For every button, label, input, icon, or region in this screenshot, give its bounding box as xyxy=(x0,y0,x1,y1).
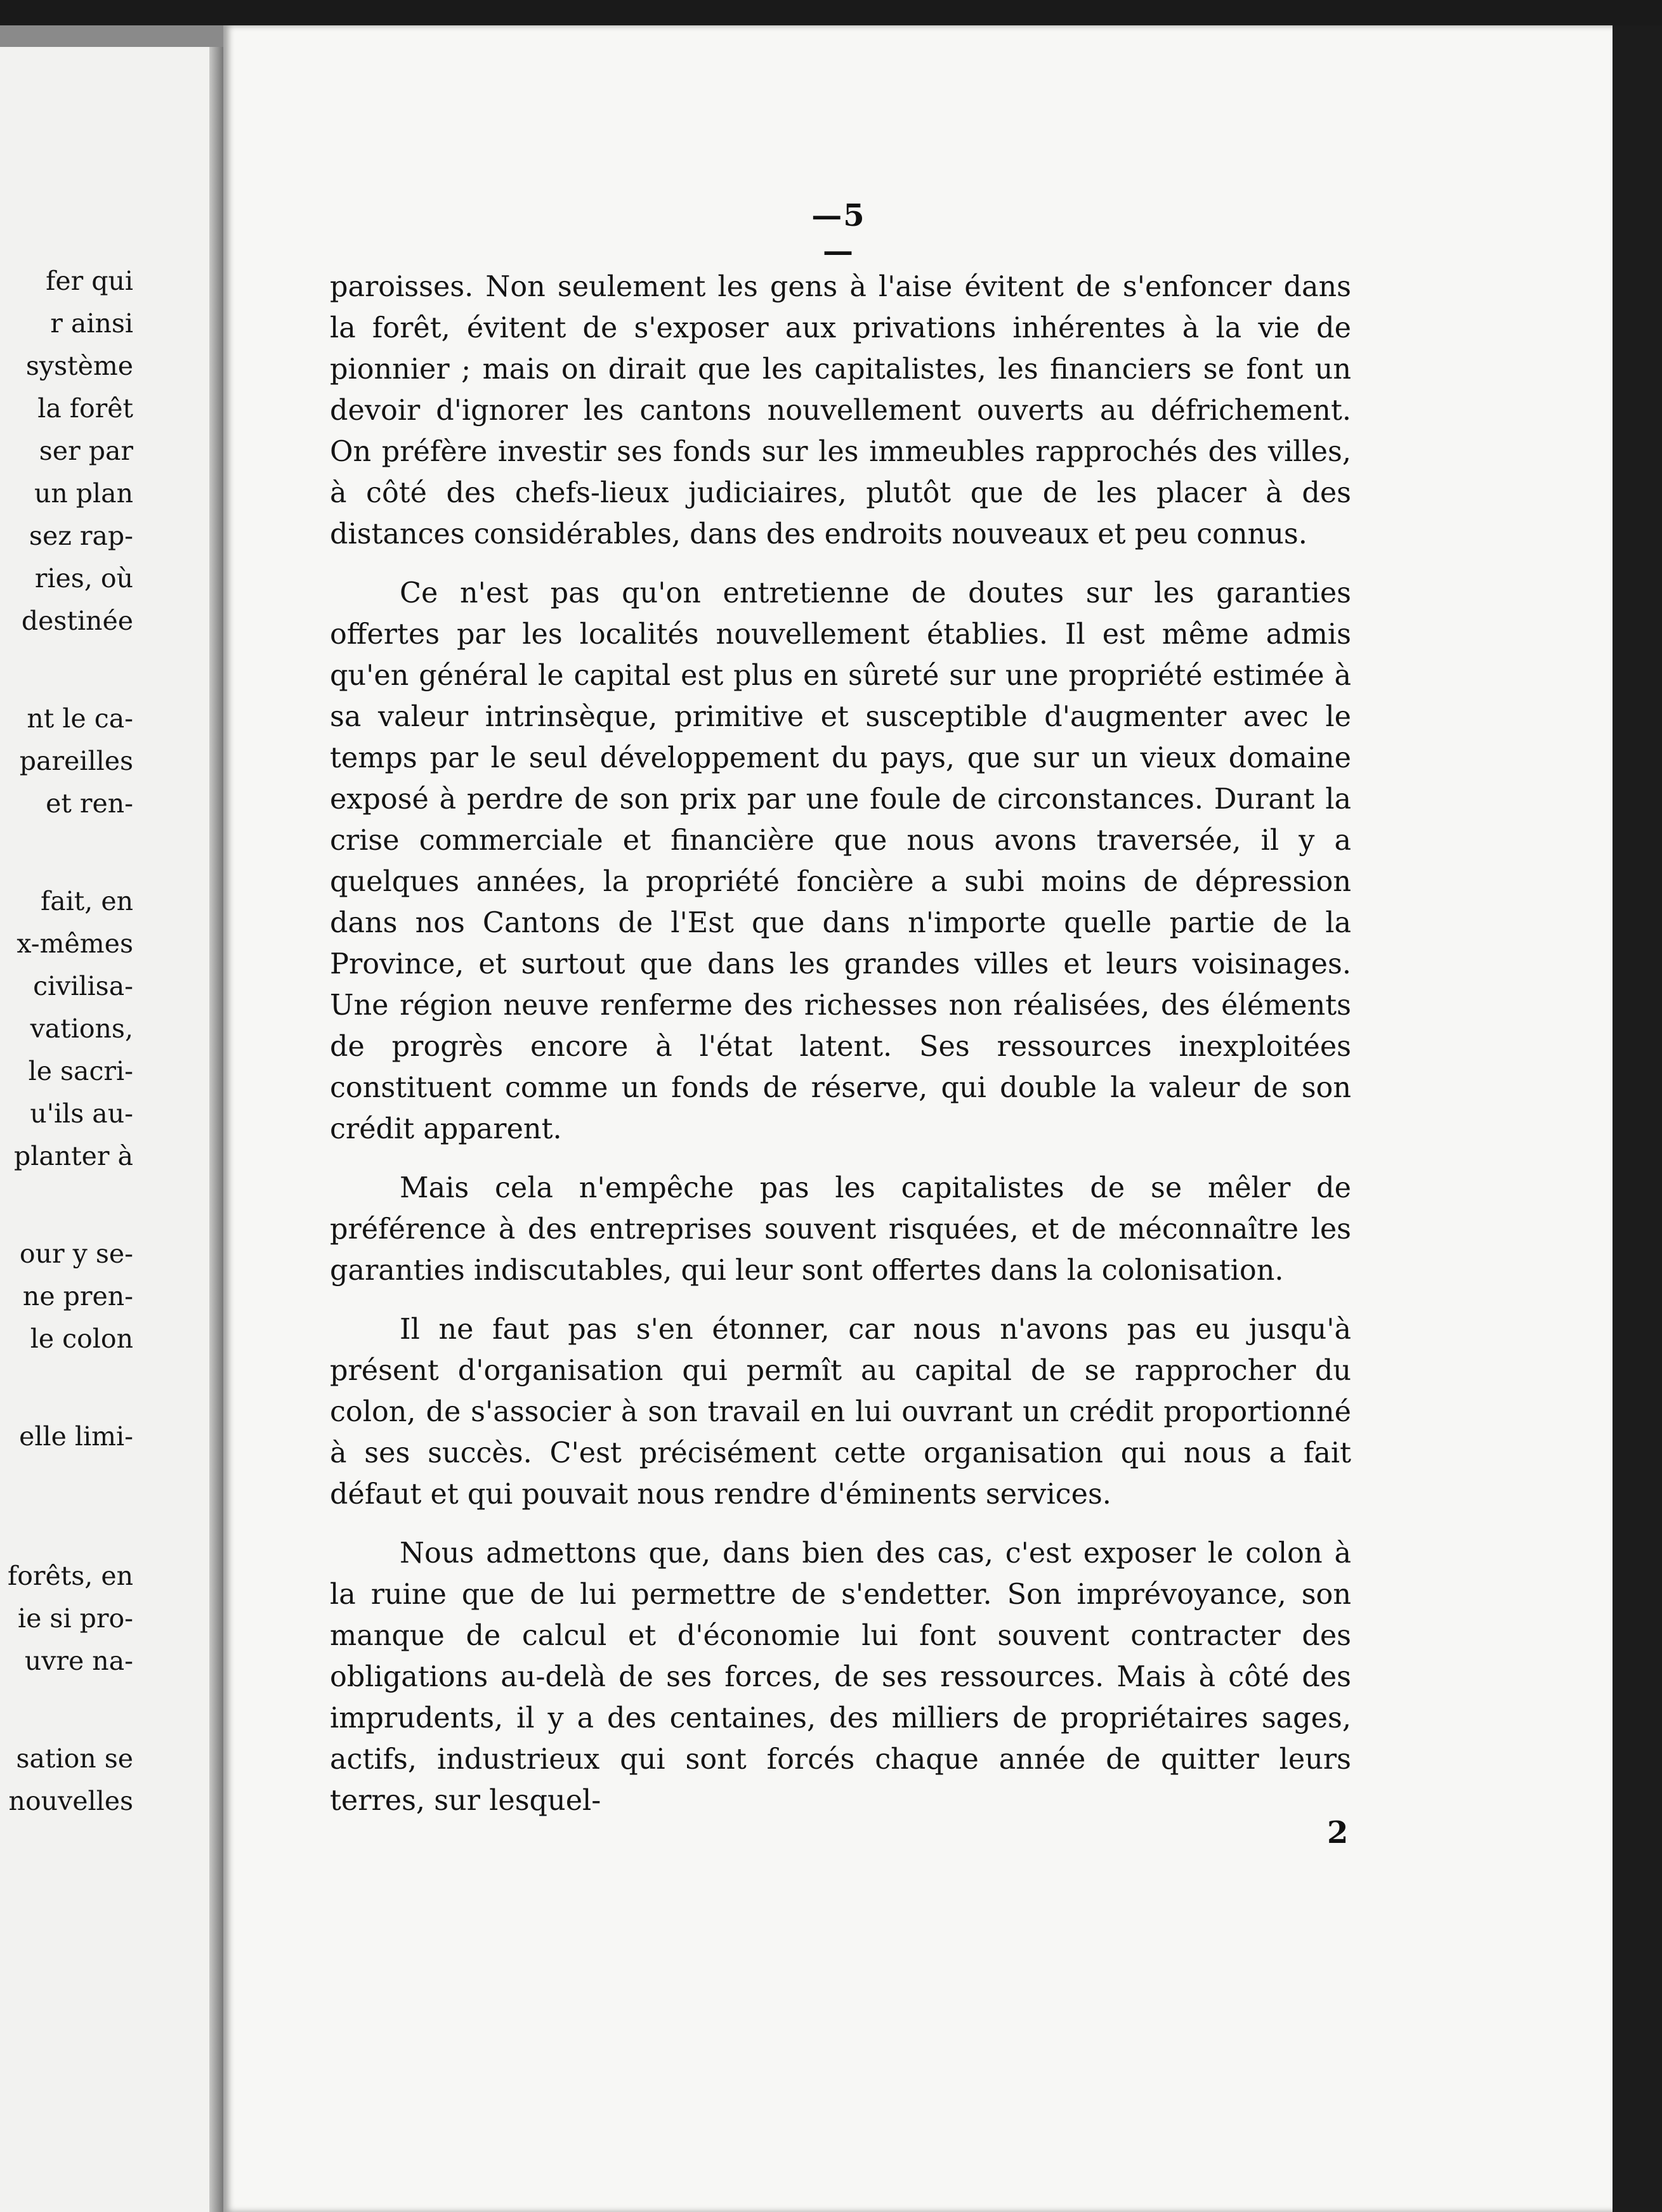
left-page-line: civilisa- xyxy=(33,971,133,1001)
left-page-line: our y se- xyxy=(19,1239,133,1269)
paragraph-3: Mais cela n'empêche pas les capitalistes de se mêler de préférence à des entreprises souvent risquées, et de méconnaître les garanties indiscutables, qui leur sont offertes dans la colonisation. xyxy=(330,1172,1351,1287)
left-page-line: un plan xyxy=(34,478,133,509)
left-page-line: x-mêmes xyxy=(16,928,133,959)
paragraph-1: paroisses. Non seulement les gens à l'aise évitent de s'enfoncer dans la forêt, évitent de s'exposer aux privations inhérentes à la vie de pionnier ; mais on dirait que les capitalistes, les financiers se font un devoir d'ignorer les cantons nouvellement ouverts au défrichement. On préfère investir ses fonds sur les immeubles rapprochés des villes, à côté des chefs-lieux judiciaires, plutôt que de les placer à des distances considérables, dans des endroits nouveaux et peu connus. xyxy=(330,271,1351,550)
left-page-line: et ren- xyxy=(46,788,133,819)
paragraph-2: Ce n'est pas qu'on entretienne de doutes sur les garanties offertes par les localités nouvellement établies. Il est même admis qu'en général le capital est plus en sûreté sur une propriété estimée à sa valeur intrinsèque, primitive et susceptible d'augmenter avec le temps par le seul développement du pays, que sur un vieux domaine exposé à perdre de son prix par une foule de circonstances. Durant la crise commerciale et financière que nous avons traversée, il y a quelques années, la propriété foncière a subi moins de dépression dans nos Cantons de l'Est que dans n'importe quelle partie de la Province, et surtout que dans les grandes villes et leurs voisinages. Une région neuve renferme des richesses non réalisées, des éléments de progrès encore à l'état latent. Ses ressources inexploitées constituent comme un fonds de réserve, qui double la valeur de son crédit apparent. xyxy=(330,577,1351,1145)
left-page-line: destinée xyxy=(21,606,133,636)
left-page-line: fer qui xyxy=(46,266,133,296)
left-page-line: système xyxy=(25,351,133,381)
left-page-line: fait, en xyxy=(41,886,133,916)
page-number: —5— xyxy=(811,198,866,269)
scan-border xyxy=(1613,25,1662,2212)
left-page-line: ser par xyxy=(39,436,133,466)
paragraph-5: Nous admettons que, dans bien des cas, c'est exposer le colon à la ruine que de lui permettre de s'endetter. Son imprévoyance, son manque de calcul et d'économie lui font souvent contracter des obligations au-delà de ses forces, de ses ressources. Mais à côté des imprudents, il y a des centaines, des milliers de propriétaires sages, actifs, industrieux qui sont forcés chaque année de quitter leurs terres, sur lesquel- xyxy=(330,1537,1351,1817)
left-page-line: sez rap- xyxy=(29,521,133,551)
paragraph-4: Il ne faut pas s'en étonner, car nous n'avons pas eu jusqu'à présent d'organisation qui permît au capital de se rapprocher du colon, de s'associer à son travail en lui ouvrant un crédit proportionné à ses succès. C'est précisément cette organisation qui nous a fait défaut et qui pouvait nous rendre d'éminents services. xyxy=(330,1313,1351,1511)
page-body xyxy=(330,266,1351,1821)
left-page-line: ie si pro- xyxy=(18,1603,133,1634)
left-page-line: le sacri- xyxy=(28,1056,133,1086)
left-page-line: nouvelles xyxy=(8,1786,133,1816)
left-page-line: uvre na- xyxy=(24,1646,133,1676)
left-page-line: nt le ca- xyxy=(27,703,133,734)
left-page-line: la forêt xyxy=(37,393,133,424)
left-page-line: elle limi- xyxy=(19,1421,133,1452)
left-page-line: pareilles xyxy=(19,746,133,776)
left-page-line: u'ils au- xyxy=(30,1098,133,1129)
left-facing-page xyxy=(0,47,223,2212)
signature-mark: 2 xyxy=(1327,1815,1349,1851)
left-page-line: forêts, en xyxy=(8,1561,133,1591)
left-page-line: sation se xyxy=(16,1743,133,1774)
left-page-line: le colon xyxy=(30,1324,133,1354)
left-page-line: ne pren- xyxy=(22,1281,133,1311)
left-page-line: r ainsi xyxy=(50,308,133,339)
left-page-line: vations, xyxy=(30,1013,133,1044)
left-page-line: ries, où xyxy=(34,563,133,594)
left-page-line: planter à xyxy=(13,1141,133,1171)
